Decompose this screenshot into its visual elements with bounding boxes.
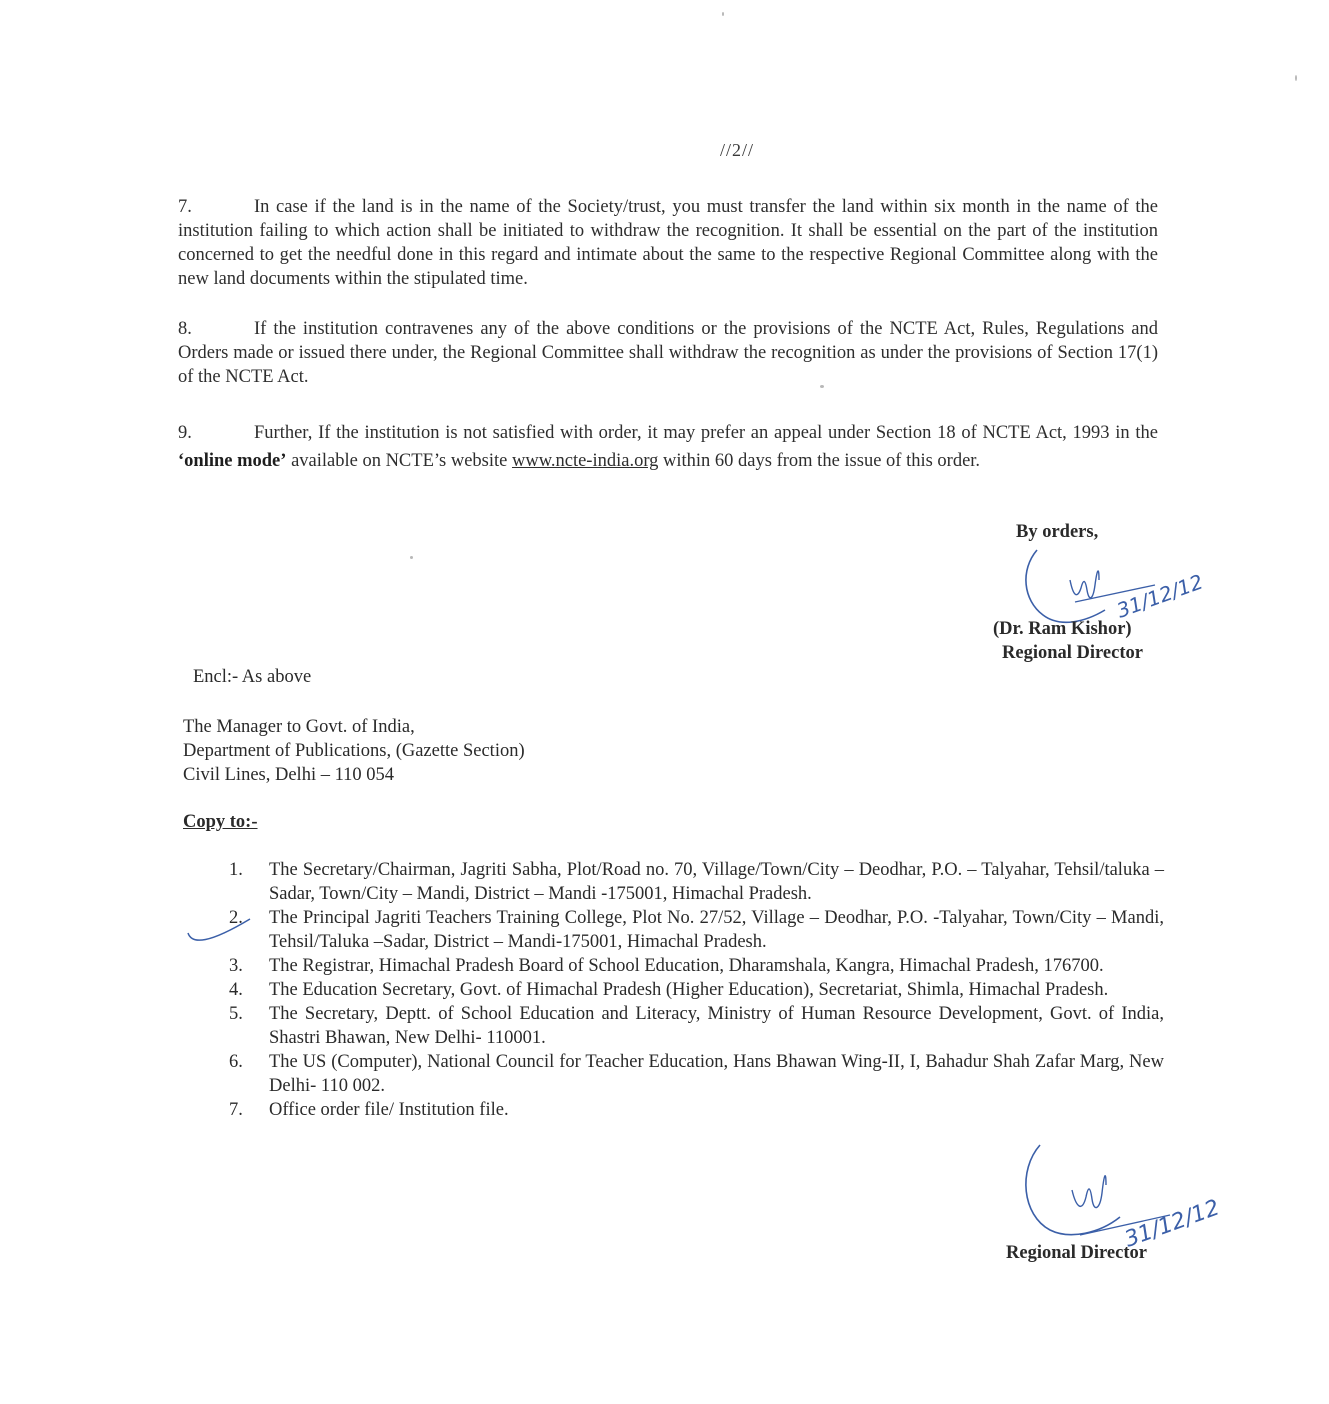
list-item bbox=[229, 978, 1164, 1002]
list-item-number: 4. bbox=[229, 980, 243, 1000]
list-item-number: 7. bbox=[229, 1100, 243, 1120]
scan-speck bbox=[410, 556, 413, 559]
copy-to-heading: Copy to:- bbox=[183, 812, 258, 832]
footer-signatory-title: Regional Director bbox=[1006, 1243, 1147, 1263]
signature-date: 31/12/12 bbox=[1113, 569, 1207, 623]
by-orders-text: By orders, bbox=[1016, 522, 1099, 542]
list-item-text: Office order file/ Institution file. bbox=[269, 1100, 509, 1120]
list-item-text: The Education Secretary, Govt. of Himachal Pradesh (Higher Education), Secretariat, Shimla, Himachal Pradesh. bbox=[269, 980, 1109, 1000]
list-item-number: 1. bbox=[229, 860, 243, 880]
signature-date: 31/12/12 bbox=[1121, 1195, 1223, 1253]
online-mode-text: ‘online mode’ bbox=[178, 451, 287, 471]
enclosure-note: Encl:- As above bbox=[193, 667, 312, 687]
signatory-name: (Dr. Ram Kishor) bbox=[993, 619, 1132, 639]
list-item bbox=[229, 1098, 1164, 1122]
list-item-text: The US (Computer), National Council for Teacher Education, Hans Bhawan Wing-II, I, Bahadur Shah Zafar Marg, New Delhi- 110 002. bbox=[269, 1052, 1164, 1096]
recipient-address bbox=[183, 715, 525, 787]
paragraph-number: 7. bbox=[178, 197, 192, 217]
paragraph-9 bbox=[178, 419, 1158, 475]
paragraph-number: 9. bbox=[178, 423, 192, 443]
paragraph-number: 8. bbox=[178, 319, 192, 339]
paragraph-text-after: within 60 days from the issue of this order. bbox=[658, 451, 981, 471]
paragraph-text-middle: available on NCTE’s website bbox=[286, 451, 512, 471]
list-item-text: The Secretary, Deptt. of School Education and Literacy, Ministry of Human Resource Development, Govt. of India, Shastri Bhawan, New Delhi- 110001. bbox=[269, 1004, 1164, 1048]
list-item-number: 5. bbox=[229, 1004, 243, 1024]
address-line: Civil Lines, Delhi – 110 054 bbox=[183, 765, 395, 785]
scan-speck bbox=[1295, 75, 1297, 81]
signatory-title: Regional Director bbox=[1002, 643, 1143, 663]
list-item-text: The Principal Jagriti Teachers Training College, Plot No. 27/52, Village – Deodhar, P.O. -Talyahar, Town/City – Mandi, Tehsil/Taluka –Sadar, District – Mandi-175001, Himachal Pradesh. bbox=[269, 908, 1164, 952]
paragraph-text: If the institution contravenes any of the above conditions or the provisions of the NCTE Act, Rules, Regulations and Orders made or issued there under, the Regional Committee shall withdraw the recognition as under the provisions of Section 17(1) of the NCTE Act. bbox=[178, 319, 1158, 387]
copy-to-list bbox=[229, 858, 1164, 1122]
scan-speck bbox=[722, 12, 724, 16]
list-item-number: 6. bbox=[229, 1052, 243, 1072]
list-item bbox=[229, 1050, 1164, 1098]
address-line: Department of Publications, (Gazette Section) bbox=[183, 741, 525, 761]
list-item bbox=[229, 906, 1164, 954]
list-item bbox=[229, 954, 1164, 978]
list-item-text: The Secretary/Chairman, Jagriti Sabha, Plot/Road no. 70, Village/Town/City – Deodhar, P.O. – Talyahar, Tehsil/taluka – Sadar, Town/City – Mandi, District – Mandi -175001, Himachal Pradesh. bbox=[269, 860, 1164, 904]
list-item-number: 3. bbox=[229, 956, 243, 976]
paragraph-7 bbox=[178, 195, 1158, 291]
list-item-text: The Registrar, Himachal Pradesh Board of School Education, Dharamshala, Kangra, Himachal Pradesh, 176700. bbox=[269, 956, 1104, 976]
ncte-website-link[interactable]: www.ncte-india.org bbox=[511, 451, 659, 471]
list-item bbox=[229, 858, 1164, 906]
page-number-marker: //2// bbox=[720, 140, 755, 160]
paragraph-8 bbox=[178, 317, 1158, 389]
paragraph-text-before: Further, If the institution is not satisfied with order, it may prefer an appeal under Section 18 of NCTE Act, 1993 in the bbox=[254, 423, 1158, 443]
scan-speck bbox=[820, 385, 824, 388]
list-item-number: 2. bbox=[229, 908, 243, 928]
paragraph-text: In case if the land is in the name of the Society/trust, you must transfer the land within six month in the name of the institution failing to which action shall be initiated to withdraw the recognition. It shall be essential on the part of the institution concerned to get the needful done in this regard and intimate about the same to the respective Regional Committee along with the new land documents within the stipulated time. bbox=[178, 197, 1158, 289]
list-item bbox=[229, 1002, 1164, 1050]
address-line: The Manager to Govt. of India, bbox=[183, 717, 415, 737]
